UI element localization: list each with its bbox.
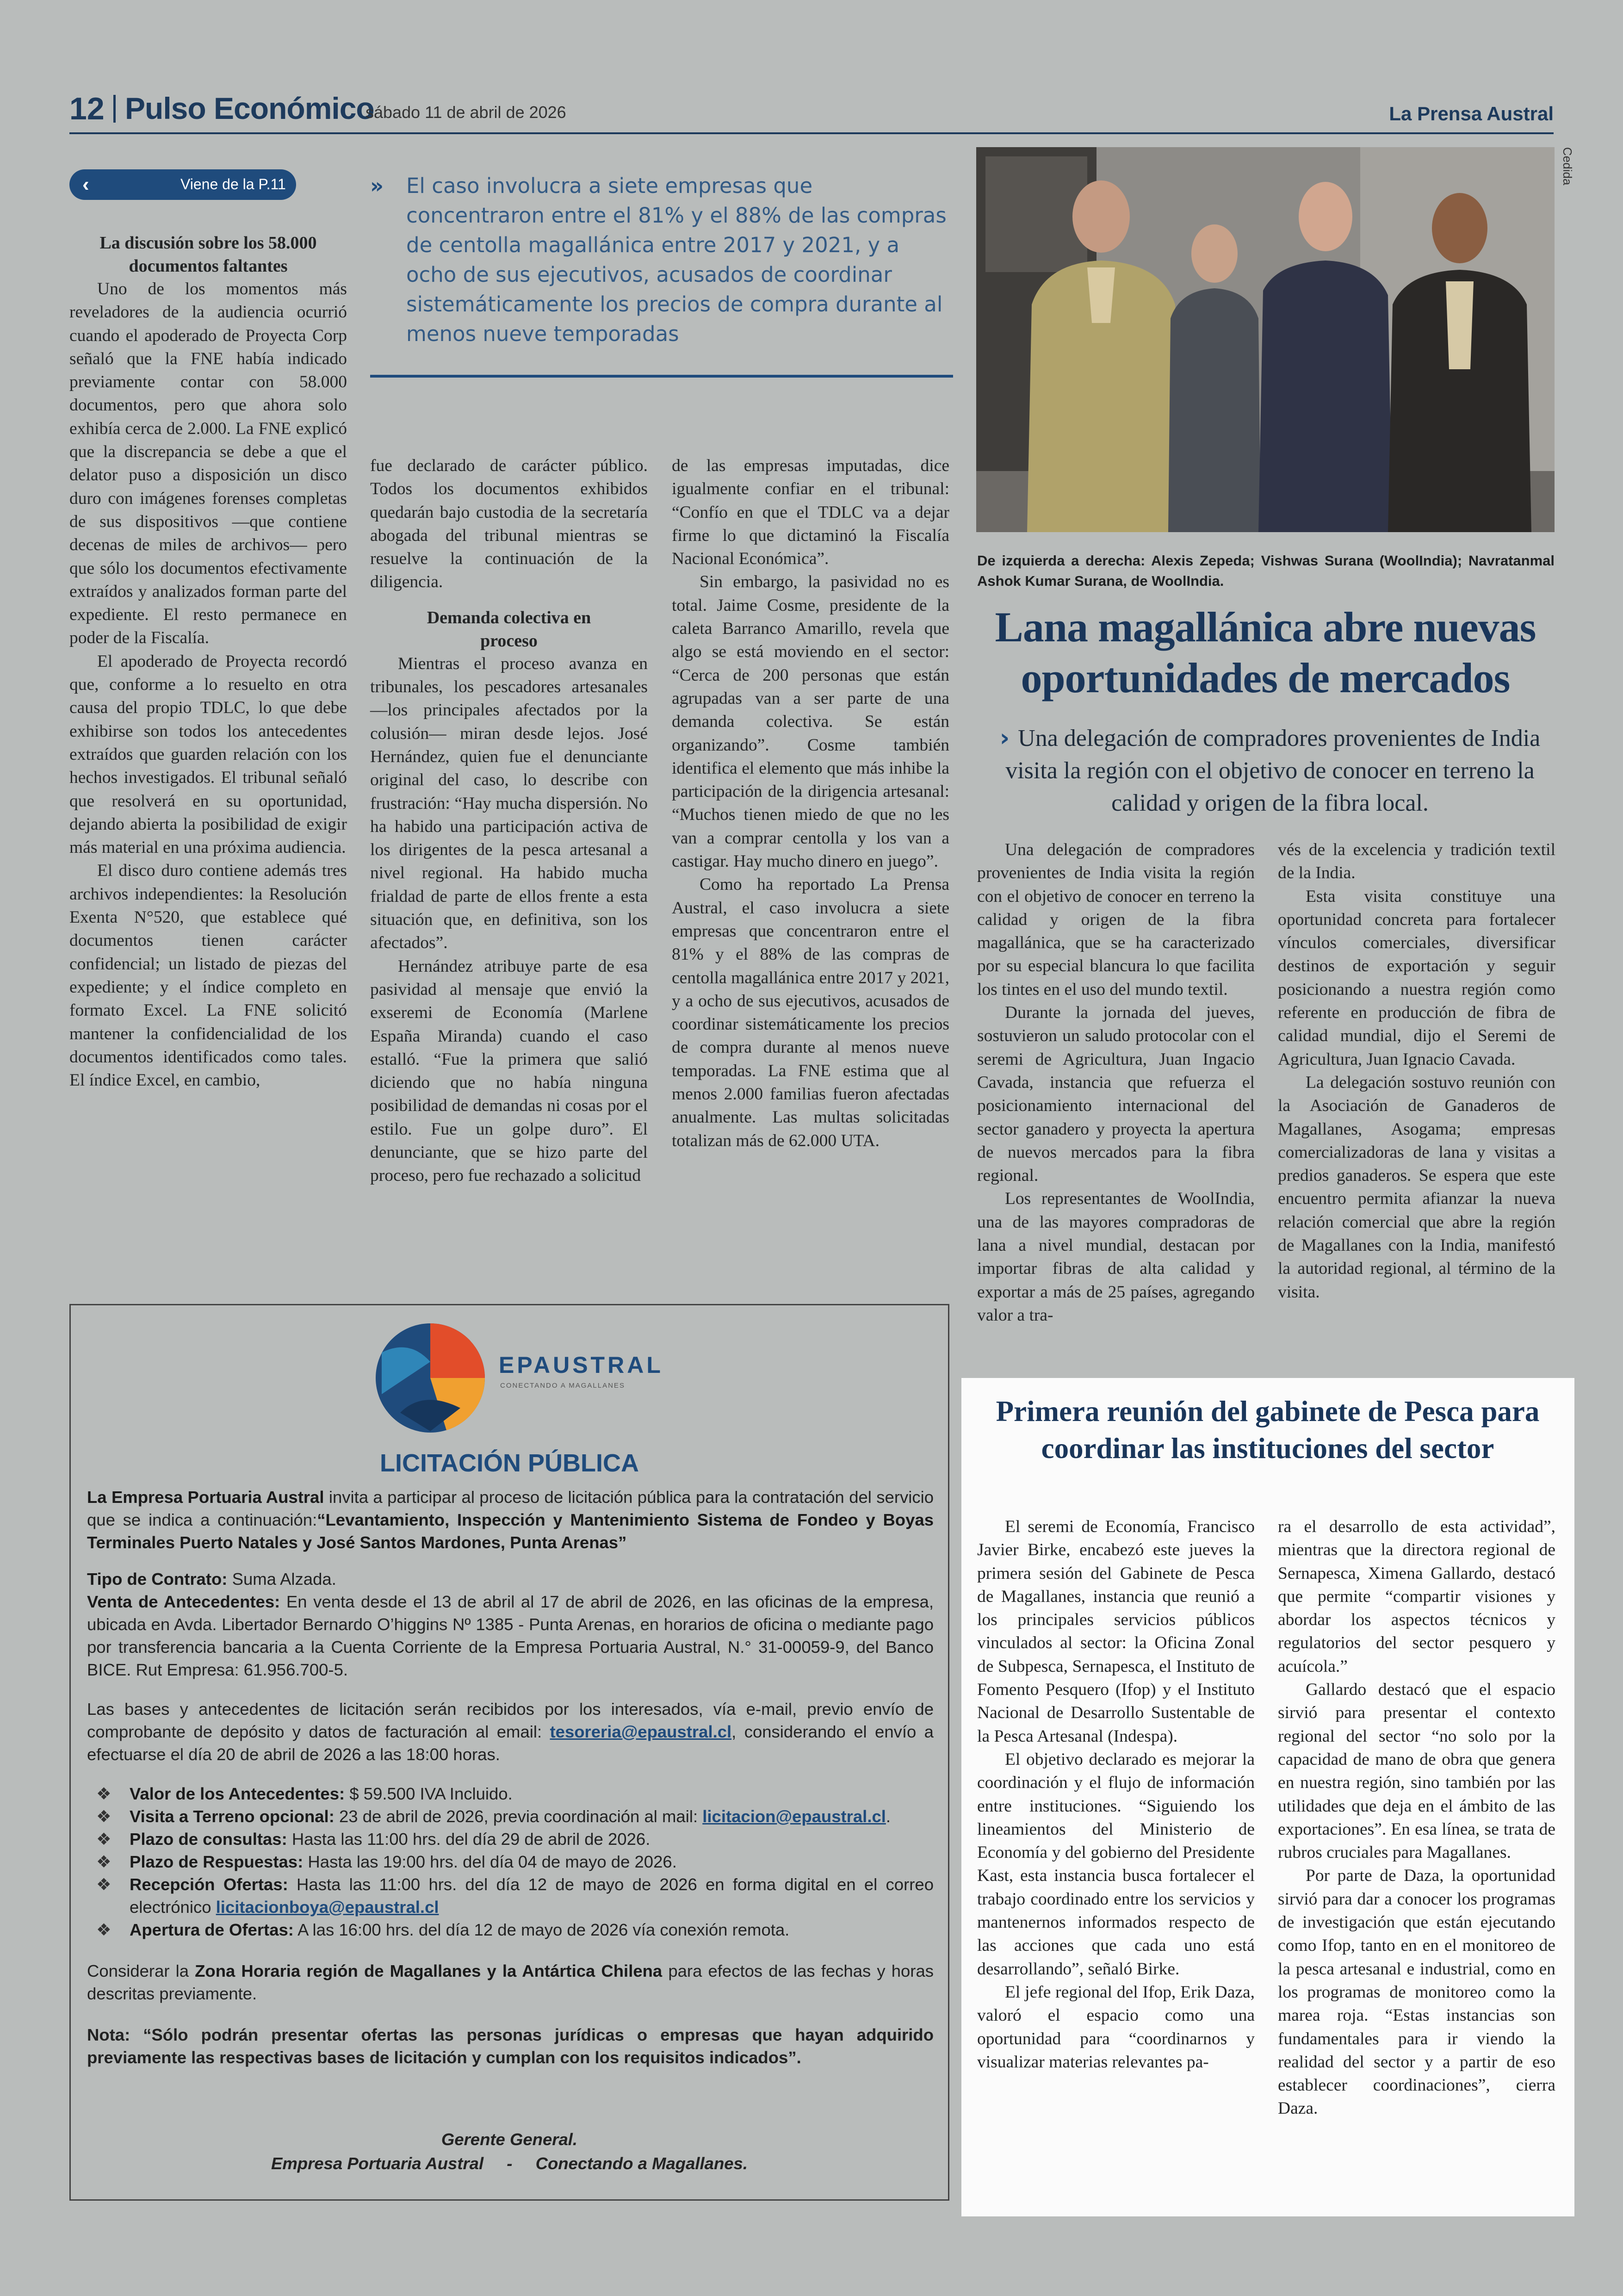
paragraph: Como ha reportado La Prensa Austral, el caso involucra a siete empresas que concentraron entre el 81% y el 88% de las compras de centolla magallánica entre 2017 y 2021, y a ocho de sus ejecutivos, acusados de coordinar sistemáticamente los precios de compra durante al menos nueve temporadas. La FNE estima que al menos 2.000 familias fueron afectadas anualmente. Las multas solicitadas totalizan más de 62.000 UTA.: [672, 875, 949, 1150]
list-item: [87, 1873, 934, 1918]
paragraph: El objetivo declarado es mejorar la coordinación y el flujo de información entre instituciones. “Siguiendo los lineamientos del Ministerio de Economía y del gobierno del Presidente Kast, esta instancia busca fortalecer el trabajo coordinado entre los servicios y mantenernos informados respecto de las acciones que cada uno está desarrollando”, señaló Birke.: [977, 1750, 1255, 1979]
pull-quote: [370, 171, 948, 349]
item-label: Valor de los Antecedentes:: [130, 1784, 345, 1803]
sale-label: Venta de Antecedentes:: [87, 1592, 280, 1611]
licitacion-body: [87, 1486, 934, 2069]
signature-company: Empresa Portuaria Austral: [271, 2154, 484, 2173]
dates-list: [87, 1782, 934, 1941]
paragraph: fue declarado de carácter público. Todos los documentos exhibidos quedarán bajo custodia de la secretaría abogada del tribunal mientras se resuelve la continuación de la diligencia.: [370, 456, 648, 592]
photo-credit: Cedida: [1561, 147, 1574, 186]
paragraph: Por parte de Daza, la oportunidad sirvió para dar a conocer los programas de investigación que están ejecutando como Ifop, tanto en en el monitoreo de la pesca artesanal e industrial, como en los programas de monitoreo como la marea roja. “Estas instancias son fundamentales para ir viendo la realidad del sector y a partir de eso establecer coordinaciones”, cierra Daza.: [1278, 1866, 1555, 2118]
item-text: Hasta las 11:00 hrs. del día 12 de mayo de 2026 en forma digital en el correo electrónico: [130, 1875, 934, 1917]
email-link-licitacion[interactable]: licitacion@epaustral.cl: [702, 1807, 886, 1826]
intro-text: invita a participar al proceso de licitación pública para la contratación del servicio que se indica a continuación:: [87, 1488, 934, 1529]
brand-name: EPAUSTRAL: [499, 1352, 663, 1378]
licitacion-heading: LICITACIÓN PÚBLICA: [380, 1449, 639, 1477]
reception-text-a: Las bases y antecedentes de licitación serán recibidos por los interesados, vía e-mail, previo envío de comprobante de depósito y datos de facturación al email:: [87, 1700, 934, 1741]
paragraph: El jefe regional del Ifop, Erik Daza, valoró el espacio como una oportunidad para “coordinarnos y visualizar materias relevantes pa-: [977, 1982, 1255, 2072]
news-photo: [976, 147, 1555, 532]
gabinete-column-2: [1278, 1515, 1555, 2121]
item-text: Hasta las 11:00 hrs. del día 29 de abril de 2026.: [287, 1830, 650, 1849]
signature-title: Gerente General.: [441, 2130, 578, 2149]
reception-info: [87, 1698, 934, 1766]
timezone-text-a: Considerar la: [87, 1961, 195, 1980]
subheadline-text: Una delegación de compradores provenientes de India visita la región con el objetivo de conocer en terreno la calidad y origen de la fibra local.: [1005, 725, 1541, 816]
headline-lana: Lana magallánica abre nuevas oportunidades de mercados: [995, 603, 1536, 701]
signature-line: [71, 2152, 948, 2175]
epaustral-logo-icon: [372, 1320, 488, 1436]
paragraph: de las empresas imputadas, dice igualmente confiar en el tribunal: “Confío en que el TDLC va a dejar firme lo que dictaminó la Fiscalía Nacional Económica”.: [672, 456, 949, 569]
list-item: [87, 1782, 934, 1805]
paragraph: Hernández atribuye parte de esa pasividad al mensaje que envió la exseremi de Economía (Marlene España Miranda) cuando el caso estalló. “Fue la primera que salió diciendo que no había ninguna posibilidad de demandas ni cosas por el estilo. Fue un golpe duro”. El denunciante, que se hizo parte del proceso, pero fue rechazado a solicitud: [370, 956, 648, 1185]
item-label: Visita a Terreno opcional:: [130, 1807, 335, 1826]
paragraph: La delegación sostuvo reunión con la Asociación de Ganaderos de Magallanes, Asogama; empresas comercializadoras de lana y visitas a predios ganaderos. Se espera que este encuentro permita afianzar la nueva relación comercial que abre la región de Magallanes con la India, manifestó la autoridad regional, al término de la visita.: [1278, 1073, 1555, 1302]
headline-gabinete: Primera reunión del gabinete de Pesca para coordinar las instituciones del sector: [996, 1395, 1540, 1464]
intro-service: “Levantamiento, Inspección y Mantenimiento Sistema de Fondeo y Boyas Terminales Puerto Natales y José Santos Mardones, Punta Arenas”: [87, 1510, 934, 1552]
list-item: [87, 1828, 934, 1850]
article-column-2: [370, 454, 648, 1188]
subhead-documentos: La discusión sobre los 58.000 documentos faltantes: [99, 233, 317, 276]
contract-label: Tipo de Contrato:: [87, 1570, 228, 1589]
licitacion-ad: [69, 1304, 949, 2201]
page-number: 12: [69, 91, 105, 126]
gabinete-column-1: [977, 1515, 1255, 2074]
email-link-licitacionboya[interactable]: licitacionboya@epaustral.cl: [216, 1898, 439, 1917]
timezone-zone: Zona Horaria región de Magallanes y la Antártica Chilena: [195, 1961, 663, 1980]
signature-tagline: Conectando a Magallanes.: [535, 2154, 748, 2173]
photo-illustration: [976, 147, 1555, 532]
lana-column-1: [977, 838, 1255, 1327]
paragraph: Los representantes de WoolIndia, una de las mayores compradoras de lana a nivel mundial, destacan por importar fibras de alta calidad y exportar a más de 25 países, agregando valor a tra-: [977, 1189, 1255, 1325]
chevron-left-icon: ‹: [82, 173, 89, 196]
continuation-link[interactable]: [69, 169, 296, 200]
paragraph: El disco duro contiene además tres archivos independientes: la Resolución Exenta N°520, que establece qué documentos tienen carácter confidencial; un listado de piezas del expediente; y el índice completo en formato Excel. La FNE solicitó mantener la confidencialidad de los documentos identificados como tales. El índice Excel, en cambio,: [69, 861, 347, 1090]
double-chevron-icon: »: [370, 174, 384, 198]
pull-quote-rule: [370, 375, 953, 378]
list-item: [87, 1850, 934, 1873]
publication-name: La Prensa Austral: [1389, 103, 1554, 124]
header-divider: [113, 95, 116, 123]
item-tail: .: [886, 1807, 891, 1826]
brand-tagline: CONECTANDO A MAGALLANES: [500, 1382, 625, 1390]
reception-text-b: , considerando el envío a efectuarse el día 20 de abril de 2026 a las 18:00 horas.: [87, 1722, 934, 1764]
paragraph: El apoderado de Proyecta recordó que, conforme a lo resuelto en otra causa del propio TDLC, lo que debe exhibirse son todos los antecedentes extraídos que guarden relación con los hechos investigados. El tribunal señaló que resolverá en su oportunidad, dejando abierta la posibilidad de exigir más material en una próxima audiencia.: [69, 652, 347, 857]
section-title: Pulso Económico: [125, 91, 374, 125]
paragraph: Gallardo destacó que el espacio sirvió para presentar el contexto regional del sector “no solo por la capacidad de mano de obra que genera en nuestra región, sino también por las utilidades que deja en el ámbito de las exportaciones”. En esa línea, se trata de rubros cruciales para Magallanes.: [1278, 1680, 1555, 1862]
continuation-label: Viene de la P.11: [180, 176, 286, 192]
timezone-note: [87, 1960, 934, 2005]
item-text: A las 16:00 hrs. del día 12 de mayo de 2026 vía conexión remota.: [293, 1920, 790, 1939]
signature-dash: -: [507, 2154, 513, 2173]
intro: [87, 1486, 934, 1554]
list-item: [87, 1918, 934, 1941]
subhead-demanda: Demanda colectiva en proceso: [427, 608, 591, 651]
contract-value: Suma Alzada.: [227, 1570, 336, 1589]
issue-date: sábado 11 de abril de 2026: [365, 103, 566, 122]
header-rule: [69, 132, 1554, 134]
intro-company: La Empresa Portuaria Austral: [87, 1488, 324, 1507]
note-label: Nota:: [87, 2025, 130, 2044]
sale-value: En venta desde el 13 de abril al 17 de abril de 2026, en las oficinas de la empresa, ubicada en Avda. Libertador Bernardo O’higgins Nº 1385 - Punta Arenas, en horarios de oficina o mediante pago por transferencia bancaria a la Cuenta Corriente de la Empresa Portuaria Austral, N.° 31-00059-9, del Banco BICE. Rut Empresa: 61.956.700-5.: [87, 1592, 934, 1679]
paragraph: El seremi de Economía, Francisco Javier Birke, encabezó este jueves la primera sesión del Gabinete de Pesca de Magallanes, instancia que reunió a los principales servicios públicos vinculados al sector: la Oficina Zonal de Subpesca, Sernapesca, el Instituto de Fomento Pesquero (Ifop) y el Instituto Nacional de Desarrollo Sustentable de la Pesca Artesanal (Indespa).: [977, 1517, 1255, 1746]
item-text: $ 59.500 IVA Incluido.: [345, 1784, 513, 1803]
item-label: Plazo de Respuestas:: [130, 1852, 304, 1871]
paragraph: ra el desarrollo de esta actividad”, mientras que la directora regional de Sernapesca, Ximena Gallardo, destacó que permite “compartir visiones y abordar los aspectos técnicos y regulatorios del sector pesquero y acuícola.”: [1278, 1517, 1555, 1676]
chevron-right-icon: ›: [999, 724, 1010, 752]
paragraph: Mientras el proceso avanza en tribunales, los pescadores artesanales —los principales afectados por la colusión— miran desde lejos. José Hernández, quien fue el denunciante original del caso, lo describe con frustración: “Hay mucha dispersión. No ha habido una participación activa de los dirigentes de la pesca artesanal a nivel regional. Ha habido mucha frialdad de parte de ellos frente a esta situación que, en definitiva, son los afectados”.: [370, 654, 648, 953]
email-link-tesoreria[interactable]: tesoreria@epaustral.cl: [550, 1722, 732, 1741]
sale-info: [87, 1590, 934, 1681]
lana-column-2: [1278, 838, 1555, 1304]
item-text: Hasta las 19:00 hrs. del día 04 de mayo de 2026.: [303, 1852, 677, 1871]
list-item: [87, 1805, 934, 1828]
paragraph: vés de la excelencia y tradición textil de la India.: [1278, 840, 1555, 883]
article-column-1: [69, 231, 347, 1092]
article-column-3: [672, 454, 949, 1153]
note: [87, 2023, 934, 2069]
item-label: Recepción Ofertas:: [130, 1875, 288, 1894]
photo-caption: De izquierda a derecha: Alexis Zepeda; Vishwas Surana (WoolIndia); Navratanmal Ashok Kumar Surana, de WoolIndia.: [977, 552, 1555, 589]
contract-type: [87, 1568, 934, 1590]
item-label: Plazo de consultas:: [130, 1830, 287, 1849]
paragraph: Sin embargo, la pasividad no es total. Jaime Cosme, presidente de la caleta Barranco Amarillo, revela que algo se está moviendo en el sector: “Cerca de 200 personas que están agrupadas van a ser parte de una demanda colectiva. Se están organizando”. Cosme también identifica el elemento que más inhibe la participación de la dirigencia artesanal: “Muchos tienen miedo de que no les van a comprar centolla y los van a castigar. Hay mucho dinero en juego”.: [672, 572, 949, 871]
item-text: 23 de abril de 2026, previa coordinación al mail:: [334, 1807, 703, 1826]
pull-quote-text: El caso involucra a siete empresas que concentraron entre el 81% y el 88% de las compras de centolla magallánica entre 2017 y 2021, y a ocho de sus ejecutivos, acusados de coordinar sistemáticamente los precios de compra durante al menos nueve temporadas: [406, 174, 947, 346]
item-label: Apertura de Ofertas:: [130, 1920, 294, 1939]
timezone-text-c: para efectos de las fechas y horas descritas previamente.: [87, 1961, 934, 2003]
paragraph: Uno de los momentos más reveladores de la audiencia ocurrió cuando el apoderado de Proyecta Corp señaló que la FNE había indicado previamente contar con 58.000 documentos, pero que ahora solo exhibía cerca de 2.000. La FNE explicó que la discrepancia se debe a que el delator puso a disposición un disco duro con imágenes forenses completas de sus dispositivos —que contiene decenas de miles de archivos— pero que sólo los documentos efectivamente extraídos y analizados forman parte del expediente. El resto permanece en poder de la Fiscalía.: [69, 279, 347, 648]
paragraph: Esta visita constituye una oportunidad concreta para fortalecer vínculos comerciales, diversificar destinos de exportación y seguir posicionando a nuestra región como referente en producción de fibra de calidad mundial, dijo el Seremi de Agricultura, Juan Ignacio Cavada.: [1278, 887, 1555, 1069]
paragraph: Una delegación de compradores provenientes de India visita la región con el objetivo de conocer en terreno la calidad y origen de la fibra magallánica, que se ha caracterizado por su especial blancura lo que facilita los tintes en el uso del mundo textil.: [977, 840, 1255, 999]
subheadline-lana: [990, 722, 1550, 819]
paragraph: Durante la jornada del jueves, sostuvieron un saludo protocolar con el seremi de Agricultura, Juan Ingacio Cavada, instancia que refuerza el posicionamiento internacional del sector ganadero y proyecta la apertura de nuevos mercados para la fibra regional.: [977, 1003, 1255, 1185]
note-text: “Sólo podrán presentar ofertas las personas jurídicas o empresas que hayan adquirido previamente las respectivas bases de licitación y cumplan con los requisitos indicados”.: [87, 2025, 934, 2067]
